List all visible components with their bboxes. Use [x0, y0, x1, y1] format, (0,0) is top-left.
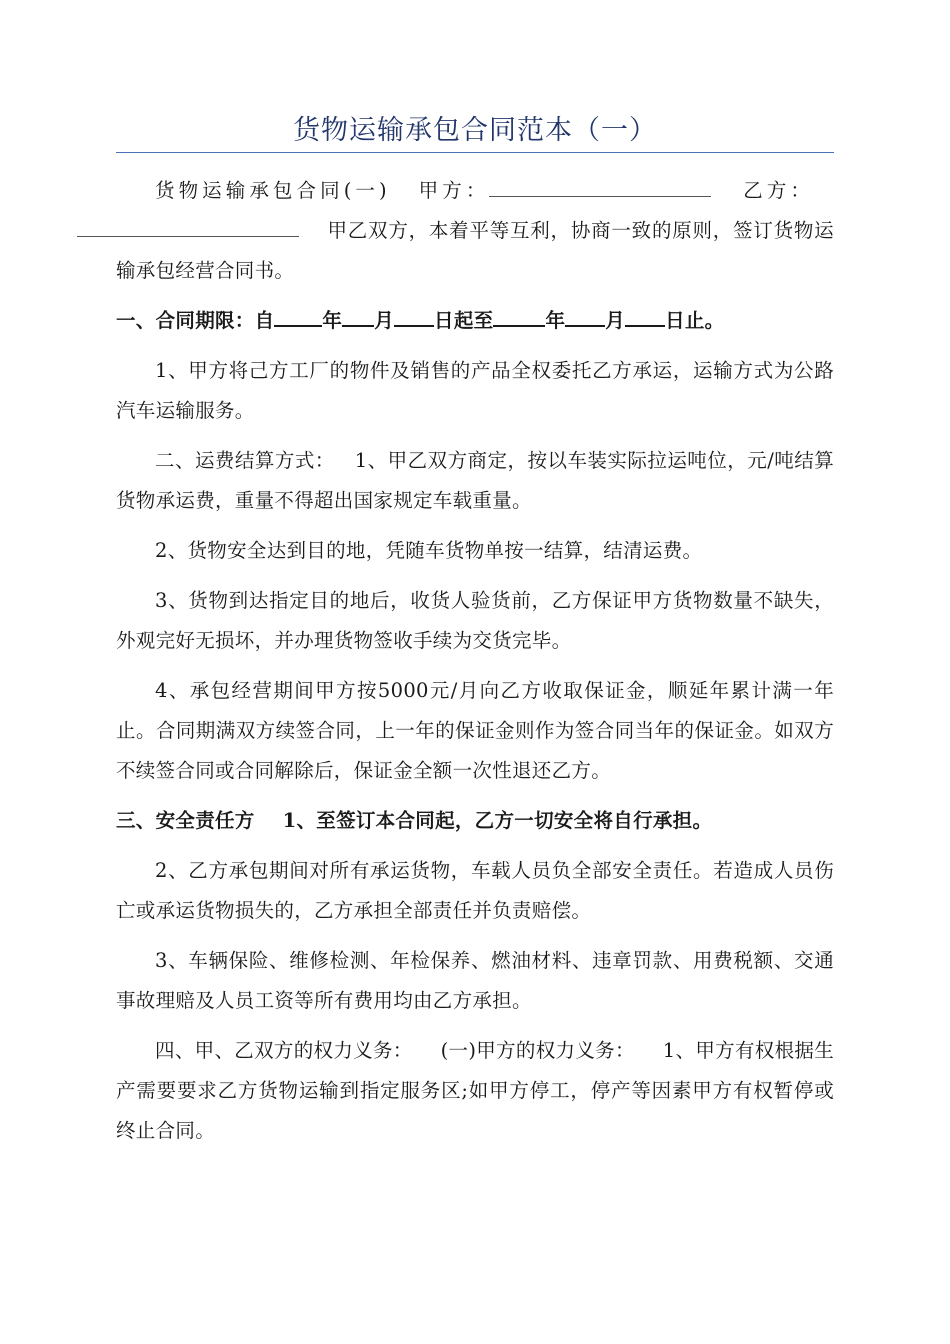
- paragraph-1: 1、甲方将己方工厂的物件及销售的产品全权委托乙方承运，运输方式为公路汽车运输服务。: [116, 359, 834, 422]
- intro-paragraph: [116, 171, 834, 291]
- party-b-label: 乙方：: [739, 179, 815, 202]
- term-day-label: 日起至: [434, 309, 494, 332]
- party-a-blank: [489, 178, 711, 197]
- end-year-blank: [493, 307, 545, 327]
- rights-sub: (一)甲方的权力义务：: [440, 1039, 635, 1062]
- term-end-year-label: 年: [545, 309, 566, 332]
- start-month-blank: [342, 307, 374, 327]
- document-title: 货物运输承包合同范本（一）: [116, 112, 834, 153]
- section-1-term: [116, 301, 834, 341]
- term-end-day-label: 日止。: [665, 309, 725, 332]
- paragraph-5: 2、乙方承包期间对所有承运货物，车载人员负全部安全责任。若造成人员伤亡或承运货物损失的，乙方承担全部责任并负责赔偿。: [116, 859, 834, 922]
- freight-lead: 二、运费结算方式：: [155, 449, 335, 472]
- party-b-blank: [77, 218, 299, 237]
- rights-text: 1、甲方有权根据生产需要要求乙方货物运输到指定服务区;如甲方停工，停产等因素甲方有权暂停或终止合同。: [116, 1039, 835, 1142]
- end-day-blank: [625, 307, 665, 327]
- intro-text: 甲乙双方，本着平等互利，协商一致的原则，签订货物运输承包经营合同书。: [116, 219, 834, 282]
- term-month-label: 月: [374, 309, 395, 332]
- paragraph-3: 3、货物到达指定目的地后，收货人验货前，乙方保证甲方货物数量不缺失，外观完好无损坏，并办理货物签收手续为交货完毕。: [116, 589, 834, 652]
- start-day-blank: [394, 307, 434, 327]
- document-page: [116, 112, 834, 1161]
- safety-lead: 三、安全责任方: [116, 809, 255, 832]
- rights-lead: 四、甲、乙双方的权力义务：: [155, 1039, 413, 1062]
- term-prefix: 一、合同期限：自: [116, 309, 275, 332]
- end-month-blank: [565, 307, 605, 327]
- paragraph-freight-settlement: [116, 441, 834, 521]
- paragraph-rights: [116, 1031, 834, 1151]
- intro-lead: 货物运输承包合同(一): [155, 179, 387, 202]
- start-year-blank: [274, 307, 322, 327]
- paragraph-2: 2、货物安全达到目的地，凭随车货物单按一结算，结清运费。: [155, 539, 703, 562]
- term-end-month-label: 月: [605, 309, 626, 332]
- safety-text: 1、至签订本合同起，乙方一切安全将自行承担。: [282, 809, 713, 832]
- paragraph-4: 4、承包经营期间甲方按5000元/月向乙方收取保证金，顺延年累计满一年止。合同期满双方续签合同，上一年的保证金则作为签合同当年的保证金。如双方不续签合同或合同解除后，保证金全额一次性退还乙方。: [116, 679, 834, 782]
- paragraph-6: 3、车辆保险、维修检测、年检保养、燃油材料、违章罚款、用费税额、交通事故理赔及人员工资等所有费用均由乙方承担。: [116, 949, 834, 1012]
- section-3-safety: [116, 801, 834, 841]
- freight-text: 1、甲乙双方商定，按以车装实际拉运吨位，元/吨结算货物承运费，重量不得超出国家规定车载重量。: [116, 449, 835, 512]
- party-a-label: 甲方：: [414, 179, 490, 202]
- term-year-label: 年: [322, 309, 343, 332]
